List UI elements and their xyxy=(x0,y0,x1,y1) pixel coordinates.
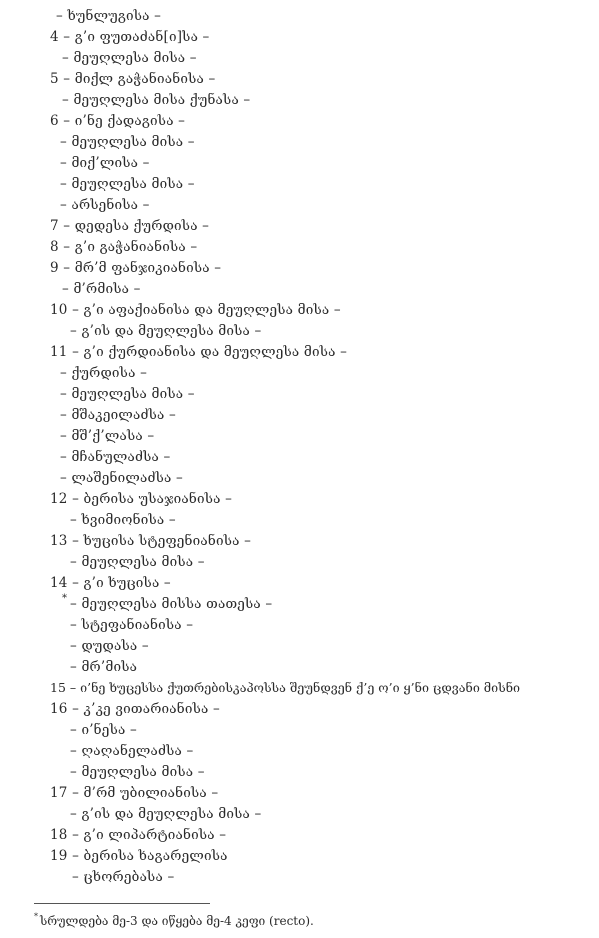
entry-line: – მეუღლესა მისა – xyxy=(60,176,195,192)
footnote-divider xyxy=(34,903,210,904)
entry-line: 7 – დედესა ქურდისა – xyxy=(50,218,210,234)
entry-line: 19 – ბერისა ხაგარელისა xyxy=(50,848,228,864)
entry-line: – მეუღლესა მისა – xyxy=(70,764,205,780)
entry-line: 6 – ი’ნე ქადაგისა – xyxy=(50,113,186,129)
entry-line: – გ’ის და მეუღლესა მისა – xyxy=(70,323,262,339)
entry-line: – სტეფანიანისა – xyxy=(70,617,194,633)
entry-line: – მშ’ქ’ლასა – xyxy=(60,428,155,444)
entry-line: – მიქ’ლისა – xyxy=(60,155,150,171)
entry-line: 12 – ბერისა უსაჯიანისა – xyxy=(50,491,233,507)
entry-line: – მეუღლესა მისა – xyxy=(60,386,195,402)
entry-line: 9 – მრ’მ ფანჯიკიანისა – xyxy=(50,260,222,276)
entry-line: – ი’ნესა – xyxy=(70,722,137,738)
entry-line: – მეუღლესა მისა – xyxy=(60,134,195,150)
entry-line: – ლაშენილაძსა – xyxy=(60,470,183,486)
entry-line: 4 – გ’ი ფუთაძან[ი]სა – xyxy=(50,29,210,45)
entry-line: 11 – გ’ი ქურდიანისა და მეუღლესა მისა – xyxy=(50,344,348,360)
entry-line: 16 – კ’კე ვითარიანისა – xyxy=(50,701,220,717)
entry-line: 13 – ხუცისა სტეფენიანისა – xyxy=(50,533,252,549)
entry-line: – ხვიმიონისა – xyxy=(70,512,176,528)
entry-line: 5 – მიქლ გაჭანიანისა – xyxy=(50,71,216,87)
footnote-marker: * xyxy=(62,593,67,604)
entry-line: – არსენისა – xyxy=(60,197,150,213)
entry-line: – მჩანულაძსა – xyxy=(60,449,171,465)
entry-line: – მრ’მისა xyxy=(70,659,138,675)
entry-line: 15 – ი’ნე ხუცესსა ქუთრებისკაპოსსა შეუნდვენ ქ’ე ო’ი ყ’ნი ცდვანი მისნი xyxy=(50,680,521,695)
footnote-marker: * xyxy=(34,912,38,921)
entry-line: – დუდასა – xyxy=(70,638,149,654)
entry-line: 18 – გ’ი ლიპარტიანისა – xyxy=(50,827,227,843)
entry-line: – მ’რმისა – xyxy=(62,281,141,297)
entry-line: – მეუღლესა მისა – xyxy=(70,554,205,570)
entry-line: – ცხორებასა – xyxy=(72,869,175,885)
entry-line: 14 – გ’ი ხუცისა – xyxy=(50,575,171,591)
entry-line: – მეუღლესა მისა – xyxy=(62,50,197,66)
footnote xyxy=(34,912,314,928)
entry-line: 8 – გ’ი გაჭანიანისა – xyxy=(50,239,198,255)
entry-line: 10 – გ’ი აფაქიანისა და მეუღლესა მისა – xyxy=(50,302,341,318)
entry-line: – მეუღლესა მისა ქუნასა – xyxy=(62,92,251,108)
entry-line: – ხუნლუგისა – xyxy=(56,8,162,24)
entry-line: 17 – მ’რმ უბილიანისა – xyxy=(50,785,219,801)
entry-line: – მეუღლესა მისსა თათესა – xyxy=(70,596,273,612)
entry-line: – მშაკეილაძსა – xyxy=(60,407,176,423)
footnote-text: სრულდება მე-3 და იწყება მე-4 კეფი (recto). xyxy=(40,914,314,928)
entry-line: – ქურდისა – xyxy=(60,365,148,381)
entry-line: – ღაღანელაძსა – xyxy=(70,743,194,759)
entry-line: – გ’ის და მეუღლესა მისა – xyxy=(70,806,262,822)
